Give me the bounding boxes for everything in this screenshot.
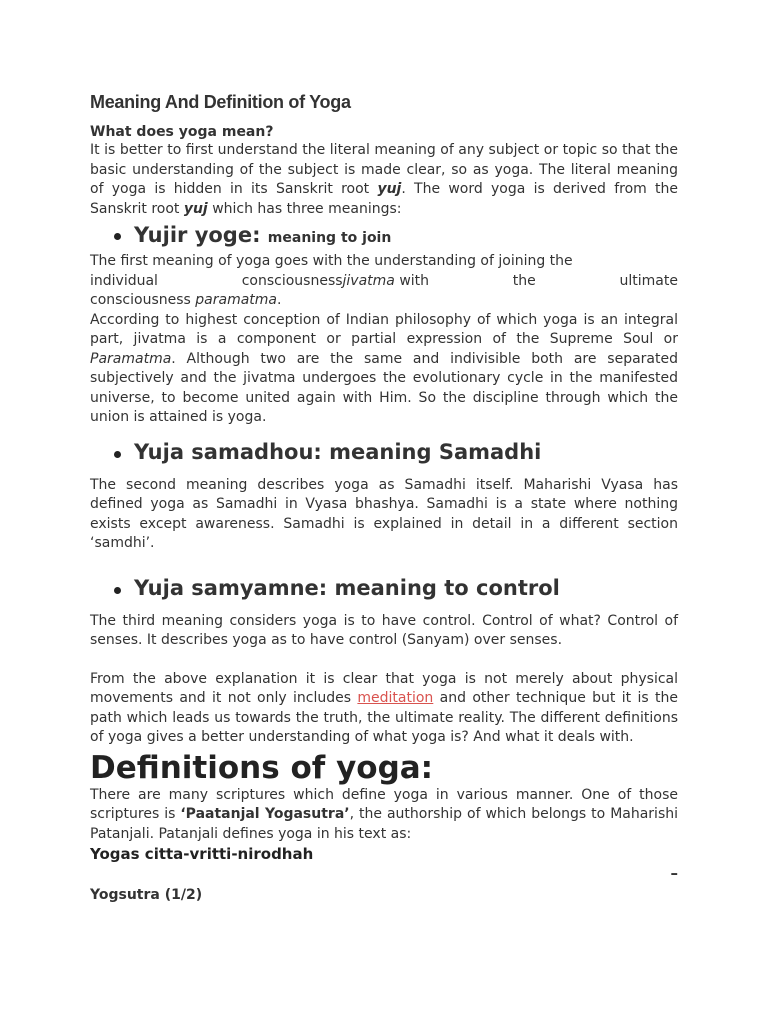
intro-text-3: which has three meanings: bbox=[207, 200, 402, 217]
meaning-3-title: Yuja samyamne: meaning to control bbox=[134, 575, 560, 600]
meaning-1-paragraph-2 bbox=[90, 311, 678, 428]
page-title: Meaning And Definition of Yoga bbox=[90, 92, 351, 112]
text: From the above explanation it is clear that yoga is not merely about physical movements and it not only includes bbox=[90, 670, 678, 706]
meaning-1-line-3 bbox=[90, 291, 678, 311]
meaning-3-heading bbox=[90, 574, 678, 602]
meaning-1-line-1: The first meaning of yoga goes with the understanding of joining the bbox=[90, 253, 573, 269]
meaning-3-paragraph: The third meaning considers yoga is to have control. Control of what? Control of senses. It describes yoga as to have control (Sanyam) over senses. bbox=[90, 612, 678, 648]
meaning-2-title: Yuja samadhou: meaning Samadhi bbox=[134, 439, 542, 464]
sutra-text: Yogas citta-vritti-nirodhah bbox=[90, 845, 314, 863]
intro-text-2: . The word yoga is derived from the Sanskrit root bbox=[90, 181, 679, 217]
intro-paragraph bbox=[90, 141, 678, 219]
text: According to highest conception of Indian philosophy of which yoga is an integral part, jivatma is a component or partial expression of the Supreme Soul or bbox=[90, 311, 678, 347]
conclusion-paragraph bbox=[90, 670, 678, 748]
word: individual bbox=[90, 272, 158, 289]
word: ultimate bbox=[619, 272, 678, 289]
word-jivatma: jivatma bbox=[342, 272, 395, 289]
definitions-paragraph bbox=[90, 786, 678, 845]
bullet-icon bbox=[114, 451, 121, 458]
word-group bbox=[242, 272, 429, 292]
meaning-1-line-2 bbox=[90, 272, 678, 292]
text: and other technique but it is the path which leads us towards the truth, the ultimate reality. The different definitions of yoga gives a better understanding of what yoga is? And what it deals with. bbox=[90, 690, 678, 745]
meaning-1-title: Yujir yoge: bbox=[134, 223, 261, 247]
text: . bbox=[277, 292, 282, 308]
text: , the authorship of which belongs to Maharishi Patanjali. Patanjali defines yoga in his text as: bbox=[90, 806, 679, 842]
text: There are many scriptures which define yoga in various manner. One of those scriptures is bbox=[90, 786, 678, 822]
word: with bbox=[399, 272, 430, 289]
root-word: yuj bbox=[377, 181, 402, 197]
meaning-2-heading bbox=[90, 438, 678, 466]
definitions-heading: Definitions of yoga: bbox=[90, 749, 434, 786]
scripture-name: ‘Paatanjal Yogasutra’ bbox=[180, 806, 350, 822]
dash: – bbox=[670, 864, 678, 882]
root-word: yuj bbox=[183, 200, 208, 217]
meaning-2-paragraph: The second meaning describes yoga as Samadhi itself. Maharishi Vyasa has defined yoga as Samadhi in Vyasa bhashya. Samadhi is a state where nothing exists except awareness. Samadhi is explained in detail in a different section ‘samdhi’. bbox=[90, 476, 678, 551]
intro-text-1: It is better to first understand the literal meaning of any subject or topic so that the basic understanding of the subject is made clear, so as yoga. The literal meaning of yoga is hidden in its Sanskrit root bbox=[90, 142, 678, 197]
text: . Although two are the same and indivisible both are separated subjectively and the jivatma undergoes the evolutionary cycle in the manifested universe, to become united again with Him. So the discipline through which the union is attained is yoga. bbox=[90, 350, 678, 425]
meaning-1-heading bbox=[90, 221, 678, 252]
sutra-reference: Yogsutra (1/2) bbox=[90, 887, 203, 903]
word: consciousness bbox=[241, 272, 343, 289]
bullet-icon bbox=[114, 233, 121, 240]
text: consciousness bbox=[90, 292, 196, 308]
word-paramatma: paramatma bbox=[195, 292, 278, 308]
section-question: What does yoga mean? bbox=[90, 124, 274, 140]
article-content bbox=[90, 92, 678, 904]
meditation-link[interactable]: meditation bbox=[357, 690, 434, 706]
meaning-1-subtitle: meaning to join bbox=[267, 230, 392, 246]
word: the bbox=[512, 272, 536, 289]
word-paramatma: Paramatma bbox=[90, 350, 172, 367]
bullet-icon bbox=[114, 587, 121, 594]
